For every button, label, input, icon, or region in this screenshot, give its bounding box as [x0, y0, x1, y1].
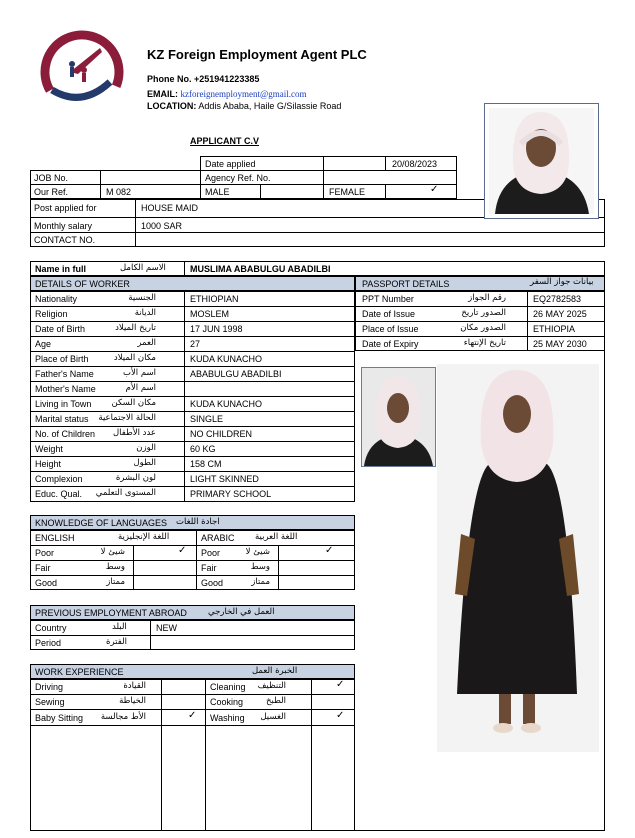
details-header: DETAILS OF WORKER	[35, 279, 130, 289]
detail-label-ar: الحالة الاجتماعية	[98, 413, 156, 423]
passport-value: 26 MAY 2025	[533, 309, 587, 319]
contact-label: CONTACT NO.	[34, 235, 96, 245]
email-label: EMAIL:	[147, 89, 178, 99]
passport-header: PASSPORT DETAILS	[362, 279, 450, 289]
english-level-label: Fair	[35, 563, 51, 573]
work-skill-label: Driving	[35, 682, 64, 692]
detail-label-ar: الديانة	[134, 308, 156, 318]
previous-header-ar: العمل في الخارجي	[208, 607, 275, 617]
english-level-ar: ممتاز	[106, 577, 125, 587]
passport-label: Date of Issue	[362, 309, 416, 319]
detail-value: ETHIOPIAN	[190, 294, 239, 304]
country-label: Country	[35, 623, 67, 633]
location-label: LOCATION:	[147, 101, 197, 111]
passport-label: PPT Number	[362, 294, 414, 304]
english-level-ar: شيئ لا	[100, 547, 125, 557]
languages-header-ar: اجادة اللغات	[176, 517, 220, 527]
detail-label: Father's Name	[35, 369, 94, 379]
company-location	[147, 101, 341, 111]
passport-label-ar: الصدور تاريخ	[461, 308, 506, 318]
detail-label-ar: الطول	[133, 458, 156, 468]
cv-title: APPLICANT C.V	[190, 136, 260, 146]
work-header: WORK EXPERIENCE	[35, 667, 124, 677]
work-skill-ar: الخياطة	[119, 696, 146, 706]
company-email	[147, 89, 307, 99]
detail-label-ar: عدد الأطفال	[112, 428, 156, 438]
work-skill-ar: الأط مجالسة	[100, 712, 146, 722]
portrait-photo-inset	[361, 367, 436, 467]
salary-label: Monthly salary	[34, 221, 93, 231]
salary-value: 1000 SAR	[141, 221, 183, 231]
passport-label-ar: تاريخ الإنتهاء	[463, 338, 506, 348]
detail-value: ABABULGU ABADILBI	[190, 369, 282, 379]
passport-label: Date of Expiry	[362, 339, 419, 349]
arabic-level-label: Good	[201, 578, 224, 588]
work-skill-label: Washing	[210, 713, 245, 723]
detail-label-ar: تاريخ الميلاد	[115, 323, 156, 333]
detail-value: 17 JUN 1998	[190, 324, 243, 334]
date-applied-label: Date applied	[205, 159, 256, 169]
detail-value: LIGHT SKINNED	[190, 474, 259, 484]
detail-label: Date of Birth	[35, 324, 86, 334]
passport-value: EQ2782583	[533, 294, 582, 304]
post-value: HOUSE MAID	[141, 203, 199, 213]
post-label: Post applied for	[34, 203, 97, 213]
english-level-ar: وسط	[105, 562, 125, 572]
work-skill-label: Cleaning	[210, 682, 246, 692]
our-ref-value: M 082	[106, 187, 132, 197]
portrait-photo-small	[484, 103, 599, 219]
full-body-photo	[437, 364, 599, 752]
arabic-level-ar: ممتاز	[251, 577, 270, 587]
detail-value: PRIMARY SCHOOL	[190, 489, 272, 499]
detail-label-ar: لون البشرة	[115, 473, 156, 483]
english-level-label: Good	[35, 578, 58, 588]
passport-header-ar: بيانات جواز السفر	[530, 277, 594, 287]
detail-label: Religion	[35, 309, 68, 319]
name-label-ar: الاسم الكامل	[120, 263, 166, 273]
name-value: MUSLIMA ABABULGU ABADILBI	[190, 264, 331, 274]
country-label-ar: البلد	[112, 622, 127, 632]
work-skill-label: Cooking	[210, 697, 244, 707]
country-value: NEW	[156, 623, 177, 633]
detail-label-ar: الوزن	[136, 443, 156, 453]
detail-value: MOSLEM	[190, 309, 230, 319]
phone-label: Phone No.	[147, 74, 192, 84]
arabic-label-ar: اللغة العربية	[255, 532, 298, 542]
detail-label-ar: اسم الأب	[122, 368, 156, 378]
work-skill-ar: الغسيل	[260, 712, 286, 722]
female-label: FEMALE	[329, 187, 366, 197]
work-skill-checkmark: ✓	[336, 679, 345, 690]
detail-value: KUDA KUNACHO	[190, 354, 263, 364]
company-logo	[40, 30, 124, 114]
work-skill-ar: التنظيف	[257, 681, 286, 691]
work-skill-ar: القيادة	[123, 681, 146, 691]
work-skill-checkmark: ✓	[336, 710, 345, 721]
detail-label-ar: مكان السكن	[111, 398, 156, 408]
arabic-level-checkmark: ✓	[325, 545, 334, 556]
detail-value: KUDA KUNACHO	[190, 399, 263, 409]
detail-value: 60 KG	[190, 444, 216, 454]
detail-label: Mother's Name	[35, 384, 96, 394]
arabic-level-label: Fair	[201, 563, 217, 573]
phone-value: +251941223385	[194, 74, 260, 84]
detail-label-ar: مكان الميلاد	[113, 353, 156, 363]
detail-label: Marital status	[35, 414, 89, 424]
passport-label-ar: رقم الجواز	[468, 293, 506, 303]
detail-label: Place of Birth	[35, 354, 89, 364]
location-value: Addis Ababa, Haile G/Silassie Road	[198, 101, 342, 111]
detail-label-ar: اسم الأم	[125, 383, 156, 393]
english-level-label: Poor	[35, 548, 55, 558]
work-skill-checkmark: ✓	[188, 710, 197, 721]
detail-label: Complexion	[35, 474, 83, 484]
our-ref-label: Our Ref.	[34, 187, 69, 197]
agency-ref-label: Agency Ref. No.	[205, 173, 271, 183]
english-label: ENGLISH	[35, 533, 75, 543]
detail-label: No. of Children	[35, 429, 96, 439]
passport-label: Place of Issue	[362, 324, 419, 334]
work-skill-label: Baby Sitting	[35, 713, 84, 723]
detail-label: Height	[35, 459, 62, 469]
passport-label-ar: الصدور مكان	[460, 323, 506, 333]
passport-value: ETHIOPIA	[533, 324, 576, 334]
name-label: Name in full	[35, 264, 87, 274]
job-no-label: JOB No.	[34, 173, 69, 183]
work-header-ar: الخبرة العمل	[252, 666, 298, 676]
previous-header: PREVIOUS EMPLOYMENT ABROAD	[35, 608, 187, 618]
company-name: KZ Foreign Employment Agent PLC	[147, 47, 367, 62]
work-skill-label: Sewing	[35, 697, 65, 707]
arabic-level-label: Poor	[201, 548, 221, 558]
date-applied-value: 20/08/2023	[392, 159, 438, 169]
detail-label: Nationality	[35, 294, 78, 304]
detail-label-ar: المستوى التعلمي	[95, 488, 156, 498]
english-label-ar: اللغة الإنجليزية	[118, 532, 170, 542]
detail-label: Living in Town	[35, 399, 92, 409]
arabic-level-ar: وسط	[250, 562, 270, 572]
detail-value: 27	[190, 339, 201, 349]
detail-value: NO CHILDREN	[190, 429, 253, 439]
detail-label-ar: العمر	[137, 338, 156, 348]
detail-value: SINGLE	[190, 414, 224, 424]
detail-label-ar: الجنسية	[128, 293, 156, 303]
email-link[interactable]: kzforeignemployment@gmail.com	[180, 89, 307, 99]
work-skill-ar: الطبخ	[266, 696, 286, 706]
female-checkmark: ✓	[430, 184, 439, 195]
arabic-level-ar: شيئ لا	[245, 547, 270, 557]
detail-label: Weight	[35, 444, 63, 454]
arabic-label: ARABIC	[201, 533, 235, 543]
passport-value: 25 MAY 2030	[533, 339, 587, 349]
detail-value: 158 CM	[190, 459, 222, 469]
languages-header: KNOWLEDGE OF LANGUAGES	[35, 518, 168, 528]
male-label: MALE	[205, 187, 230, 197]
period-label-ar: الفترة	[106, 637, 127, 647]
period-label: Period	[35, 638, 62, 648]
detail-label: Educ. Qual.	[35, 489, 83, 499]
english-level-checkmark: ✓	[178, 545, 187, 556]
company-phone	[147, 74, 259, 84]
detail-label: Age	[35, 339, 52, 349]
